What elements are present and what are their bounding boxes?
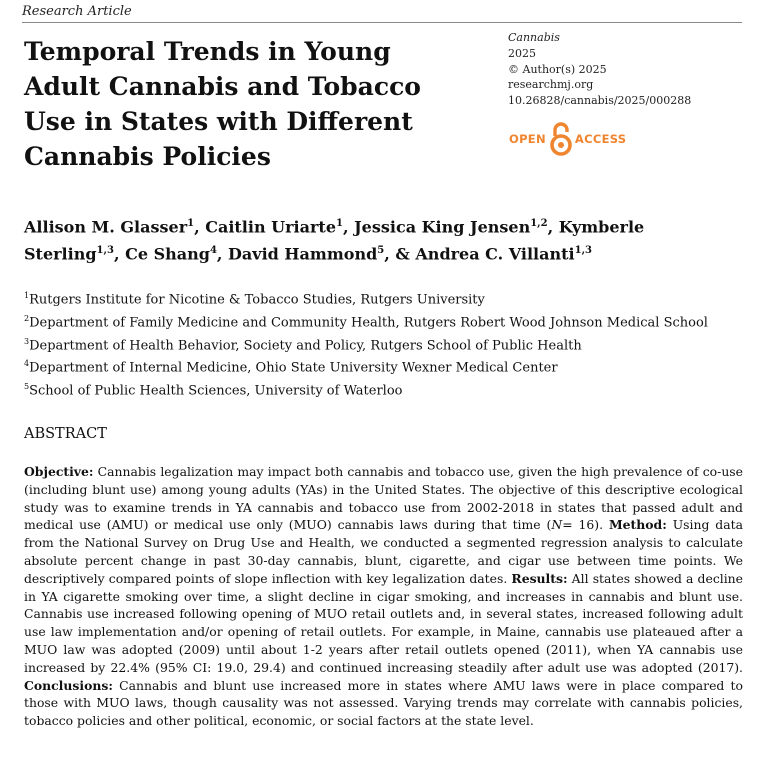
affiliation-list bbox=[24, 287, 724, 401]
author-name: Andrea C. Villanti bbox=[415, 244, 575, 264]
article-title: Temporal Trends in Young Adult Cannabis and Tobacco Use in States with Different Cannabis Policies bbox=[24, 37, 421, 171]
results-text: All states showed a decline in YA cigarette smoking over time, a slight decline in cigar smoking, and increases in cannabis and blunt use. Cannabis use increased following opening of MUO retail outlets and, in several states, increased following adult use law implementation and/or opening of retail outlets. For example, in Maine, cannabis use plateaued after a MUO law was adopted (2009) until about 1-2 years after retail outlets opened (2011), when YA cannabis use increased by 22.4% (95% CI: 19.0, 29.4) and continued increasing steadily after adult use was adopted (2017). bbox=[24, 570, 743, 675]
author-name: Jessica King Jensen bbox=[354, 217, 531, 237]
author-affil-sup: 1 bbox=[336, 218, 343, 229]
author-sep: , bbox=[113, 244, 126, 264]
affiliation-item bbox=[24, 310, 724, 333]
conclusions-label: Conclusions: bbox=[24, 677, 113, 693]
sample-size-value: = 16). bbox=[562, 517, 609, 533]
affiliation-item bbox=[24, 287, 724, 310]
author-name: Kymberle Sterling bbox=[24, 217, 645, 264]
author-name: David Hammond bbox=[228, 244, 378, 264]
author-list bbox=[24, 212, 724, 267]
affiliation-text: Department of Family Medicine and Community Health, Rutgers Robert Wood Johnson Medical School bbox=[29, 315, 708, 331]
journal-copyright: © Author(s) 2025 bbox=[508, 62, 607, 76]
affiliation-text: Rutgers Institute for Nicotine & Tobacco Studies, Rutgers University bbox=[29, 292, 485, 308]
affiliation-number: 1 bbox=[24, 291, 30, 300]
author-affil-sup: 5 bbox=[377, 245, 385, 257]
open-access-right-text: ACCESS bbox=[574, 132, 627, 146]
journal-site-link[interactable]: researchmj.org bbox=[508, 78, 594, 92]
abstract-body bbox=[24, 463, 743, 730]
affiliation-number: 4 bbox=[24, 359, 30, 369]
open-access-left-text: OPEN bbox=[509, 132, 546, 146]
journal-info bbox=[508, 30, 691, 109]
affiliation-number: 5 bbox=[24, 382, 30, 392]
affiliation-text: Department of Internal Medicine, Ohio State University Wexner Medical Center bbox=[29, 360, 558, 376]
author-sep: , bbox=[342, 217, 355, 237]
author-affil-sup: 1 bbox=[187, 218, 195, 229]
journal-name: Cannabis bbox=[508, 31, 560, 44]
objective-label: Objective: bbox=[24, 464, 94, 479]
affiliation-number: 3 bbox=[24, 336, 30, 346]
method-label: Method: bbox=[608, 517, 667, 533]
open-access-badge bbox=[509, 122, 626, 156]
affiliation-number: 2 bbox=[24, 313, 30, 323]
abstract-heading: ABSTRACT bbox=[24, 426, 107, 442]
author-sep: , bbox=[194, 217, 206, 237]
article-type-label: Research Article bbox=[22, 4, 132, 19]
author-affil-sup: 1,2 bbox=[530, 218, 548, 229]
author-sep: , bbox=[547, 217, 559, 237]
affiliation-item bbox=[24, 333, 724, 356]
header-divider bbox=[22, 22, 742, 23]
affiliation-item bbox=[24, 378, 724, 401]
affiliation-text: School of Public Health Sciences, University of Waterloo bbox=[29, 383, 403, 399]
affiliation-item bbox=[24, 355, 724, 378]
author-name: Ce Shang bbox=[125, 244, 210, 264]
method-text: Using data from the National Survey on Drug Use and Health, we conducted a segmented regression analysis to calculate absolute percent change in past 30-day cannabis, blunt, cigarette, and cigar use between time points. We descriptively compared points of slope inflection with key legalization dates. bbox=[24, 517, 743, 586]
journal-doi-link[interactable]: 10.26828/cannabis/2025/000288 bbox=[508, 94, 692, 108]
author-name: Caitlin Uriarte bbox=[205, 217, 336, 237]
author-sep: , bbox=[216, 244, 229, 264]
results-label: Results: bbox=[511, 570, 568, 586]
author-affil-sup: 1,3 bbox=[96, 245, 114, 257]
affiliation-text: Department of Health Behavior, Society and Policy, Rutgers School of Public Health bbox=[29, 337, 582, 353]
author-affil-sup: 4 bbox=[209, 245, 217, 257]
sample-size-symbol: N bbox=[551, 517, 563, 533]
open-lock-icon bbox=[550, 122, 572, 156]
journal-year: 2025 bbox=[508, 46, 536, 60]
conclusions-text: Cannabis and blunt use increased more in states where AMU laws were in place compared to those with MUO laws, though causality was not assessed. Varying trends may correlate with cannabis policies, tobacco policies and other political, economic, or social factors at the state level. bbox=[24, 677, 743, 729]
author-sep-last: , & bbox=[384, 244, 416, 264]
author-affil-sup: 1,3 bbox=[574, 245, 593, 257]
author-name: Allison M. Glasser bbox=[24, 217, 188, 237]
objective-text: Cannabis legalization may impact both cannabis and tobacco use, given the high prevalence of co-use (including blunt use) among young adults (YAs) in the United States. The objective of this descriptive ecological study was to examine trends in YA cannabis and tobacco use from 2002-2018 in states that passed adult and medical use (AMU) or medical use only (MUO) cannabis laws during that time ( bbox=[24, 464, 743, 533]
